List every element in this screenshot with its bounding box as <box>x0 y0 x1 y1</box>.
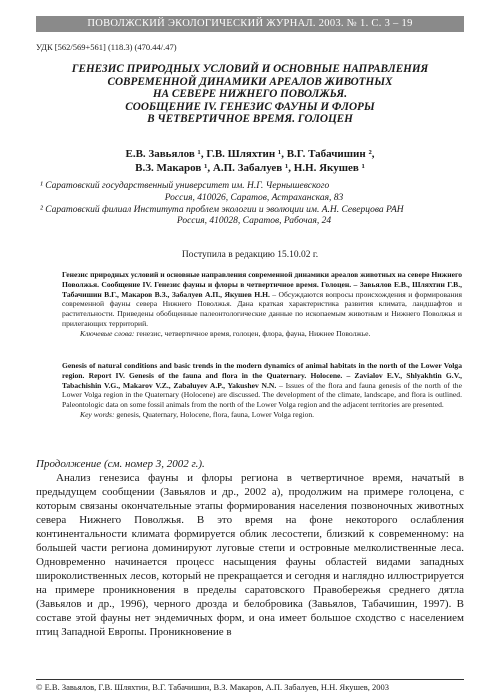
title-line: ГЕНЕЗИС ПРИРОДНЫХ УСЛОВИЙ И ОСНОВНЫЕ НАПРАВЛЕНИЯ <box>71 63 429 75</box>
title-line: СОВРЕМЕННОЙ ДИНАМИКИ АРЕАЛОВ ЖИВОТНЫХ <box>107 75 393 88</box>
keywords-en-label: Key words: <box>80 409 115 419</box>
author-list <box>46 147 454 175</box>
affiliation-2-address: Россия, 410028, Саратов, Рабочая, 24 <box>176 216 332 227</box>
article-title <box>46 63 454 126</box>
affiliation-1-name: ¹ Саратовский государственный университет им. Н.Г. Чернышевского <box>40 181 330 191</box>
authors-line: Е.В. Завьялов ¹, Г.В. Шляхтин ¹, В.Г. Табачишин ², <box>125 148 375 160</box>
keywords-en-text: genesis, Quaternary, Holocene, flora, fauna, Lower Volga region. <box>114 409 315 419</box>
body-text <box>36 457 464 639</box>
affiliation-1-address: Россия, 410026, Саратов, Астраханская, 83 <box>164 192 344 203</box>
udc-code: УДК [562/569+561] (118.3) (470.44/.47) <box>36 42 177 52</box>
keywords-ru <box>62 329 462 339</box>
affiliation-2-name: ² Саратовский филиал Института проблем экологии и эволюции им. А.Н. Северцова РАН <box>40 204 404 215</box>
journal-header: ПОВОЛЖСКИЙ ЭКОЛОГИЧЕСКИЙ ЖУРНАЛ. 2003. № 1. С. 3 – 19 <box>36 16 464 32</box>
authors-line: В.З. Макаров ¹, А.П. Забалуев ¹, Н.Н. Якушев ¹ <box>135 162 365 174</box>
abstract-english <box>62 361 462 420</box>
body-paragraph: Анализ генезиса фауны и флоры региона в четвертичное время, начатый в предыдущем сообщении (Завьялов и др., 2002 а), продолжим на примере голоцена, с которым связаны окончательные этапы формирования населения позвоночных животных севера Нижнего Поволжья. В это время на фоне некоторого ослабления континентальности климата формируется облик лесостепи, близкий к современному: на большей части региона доминируют луговые степи и островные мелколиственные леса. Одновременно начинается процесс насыщения фауны областей видами западных широколиственных лесов, который не прекращается и сегодня и наглядно иллюстрируется на примере проникновения в пределы саратовского Правобережья среднего дятла (Завьялов и др., 1996), черного дрозда и белобровика (Завьялов, Табачишин, 1997). В составе этой фауны нет эндемичных форм, и она имеет большое сходство с населением птиц Западной Европы. Проникновение в <box>36 472 464 638</box>
abstract-ru-text: – Обсуждаются вопросы происхождения и формирования современной фауны севера Нижнего Поволжья. Дана краткая характеристика развития климата, ландшафтов и растительности. Приведены обобщенные палеонтологические данные по ископаемым животным и Нижнего Поволжья и прилегающих территорий. <box>62 289 462 328</box>
affiliations <box>40 181 468 228</box>
abstract-russian <box>62 270 462 339</box>
keywords-ru-label: Ключевые слова: <box>80 328 135 338</box>
abstract-ru-heading: Генезис природных условий и основные направления современной динамики ареалов животных на севере Нижнего Поволжья. Сообщение IV. Генезис фауны и флоры в четвертичное время. Голоцен. – Завьялов Е.В., Шляхтин Г.В., Табачишин В.Г., Макаров В.З., Забалуев А.П., Якушев Н.Н. <box>62 270 462 299</box>
footer-divider <box>36 679 464 680</box>
keywords-en <box>62 410 462 420</box>
received-date: Поступила в редакцию 15.10.02 г. <box>181 250 319 260</box>
title-line: СООБЩЕНИЕ IV. ГЕНЕЗИС ФАУНЫ И ФЛОРЫ <box>125 100 375 113</box>
keywords-ru-text: генезис, четвертичное время, голоцен, флора, фауна, Нижнее Поволжье. <box>134 328 371 338</box>
abstract-en-heading: Genesis of natural conditions and basic trends in the modern dynamics of animal habitats in the north of the Lower Volga region. Report IV. Genesis of the fauna and flora in the Quaternary. Holocene. – Zavialov E.V., Shlyakhtin G.V., Tabachishin V.G., Makarov V.Z., Zabaluyev A.P., Yakushev N.N. <box>62 361 462 390</box>
abstract-en-text: – Issues of the flora and fauna genesis of the north of the Lower Volga region in the Quaternary (Holocene) are discussed. The development of the climate, landscape, and flora is outlined. Paleontologic data on some fossil animals from the north of the Lower Volga region and the adjacent territories are presented. <box>62 380 462 410</box>
continuation-note: Продолжение (см. номер 3, 2002 г.). <box>36 458 205 470</box>
title-line: НА СЕВЕРЕ НИЖНЕГО ПОВОЛЖЬЯ. <box>152 88 348 100</box>
copyright-footer: © Е.В. Завьялов, Г.В. Шляхтин, В.Г. Табачишин, В.З. Макаров, А.П. Забалуев, Н.Н. Якушев, 2003 <box>36 682 390 692</box>
title-line: В ЧЕТВЕРТИЧНОЕ ВРЕМЯ. ГОЛОЦЕН <box>147 113 353 125</box>
